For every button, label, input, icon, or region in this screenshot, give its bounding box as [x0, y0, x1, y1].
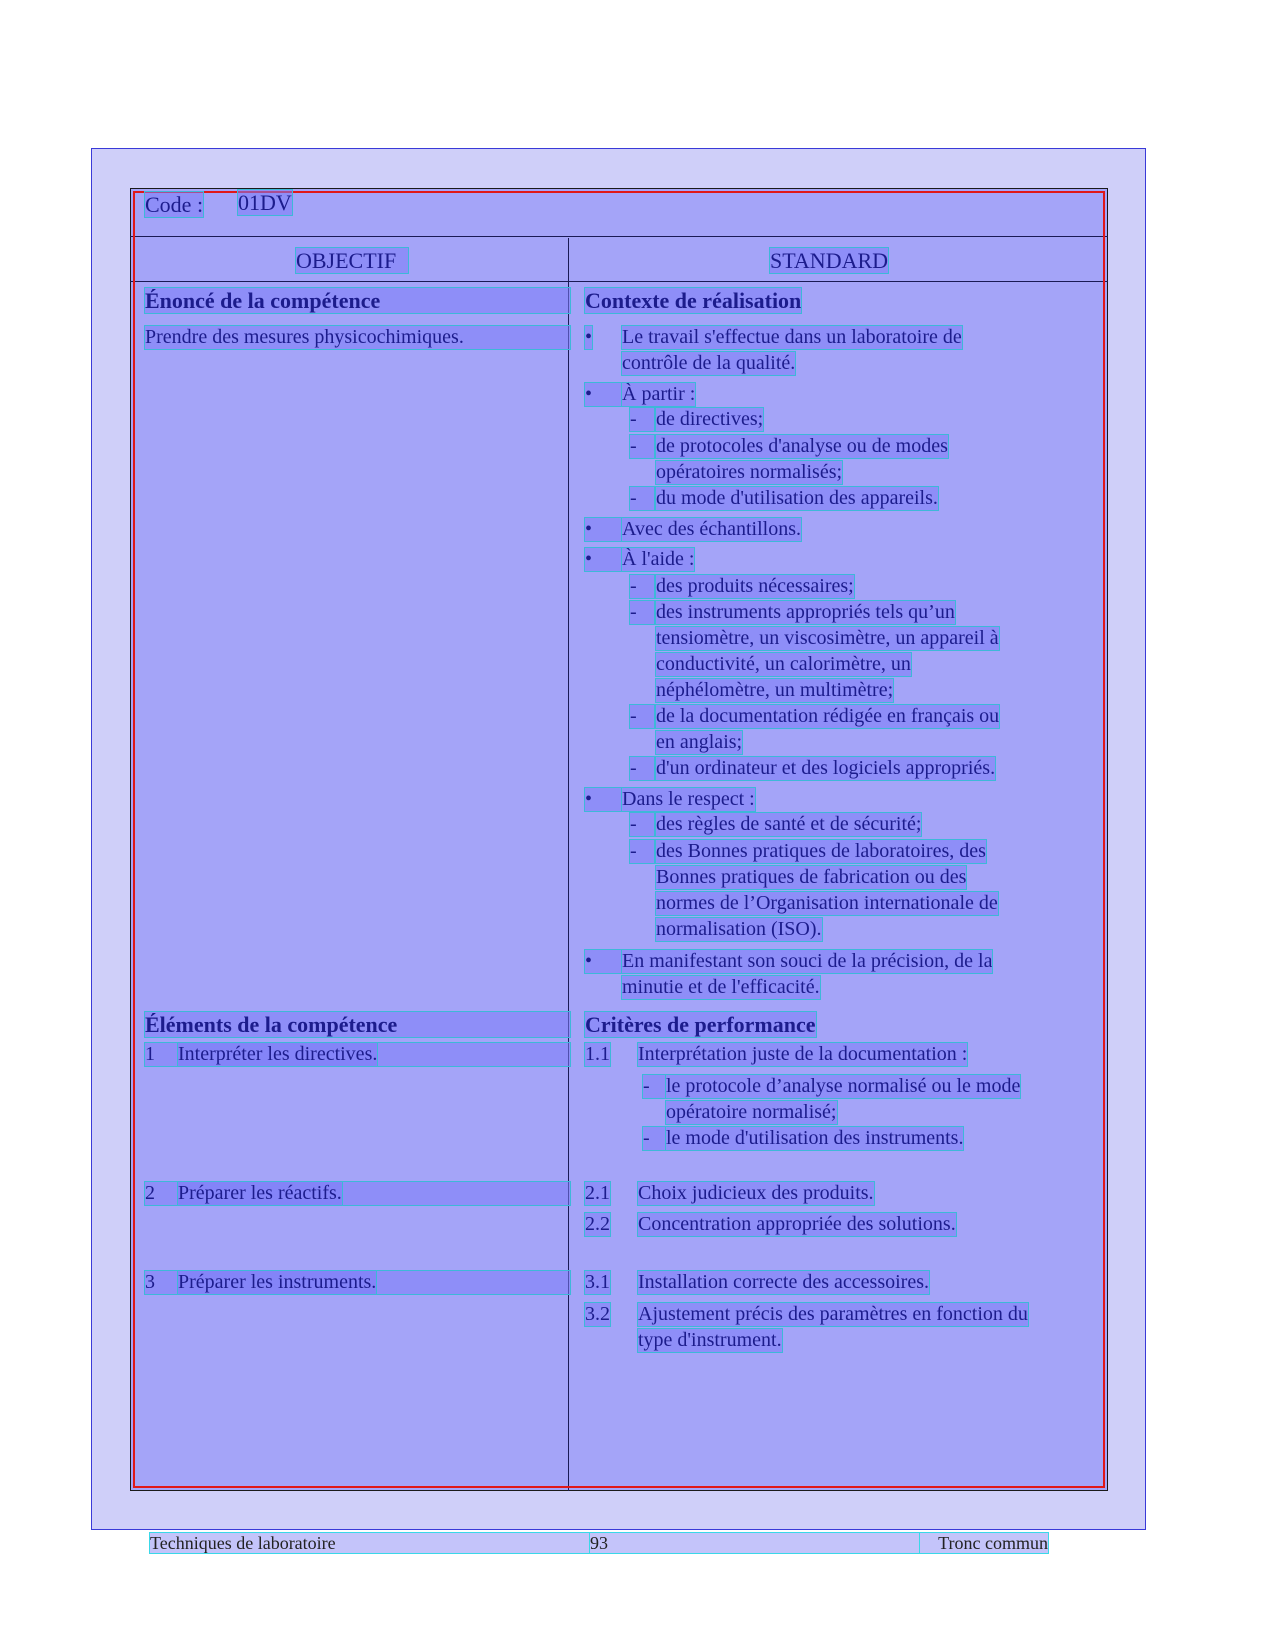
criterion-text: Ajustement précis des paramètres en fonction du: [638, 1303, 1028, 1325]
header-bottom-rule: [130, 281, 1108, 282]
element-text: Préparer les réactifs.: [178, 1182, 342, 1204]
criterion-text: opératoire normalisé;: [666, 1101, 837, 1123]
criterion-text: Interprétation juste de la documentation :: [638, 1043, 968, 1065]
dash-marker: -: [630, 757, 654, 780]
contexte-line: des règles de santé et de sécurité;: [656, 813, 922, 835]
criterion-text: le mode d'utilisation des instruments.: [666, 1127, 964, 1149]
criterion-number: 3.1: [585, 1271, 610, 1293]
footer-left: Techniques de laboratoire: [150, 1533, 590, 1553]
contexte-line: en anglais;: [656, 731, 743, 753]
element-text: Interpréter les directives.: [178, 1043, 378, 1065]
footer-right: Tronc commun: [920, 1533, 1048, 1553]
criterion-number: 2.1: [585, 1182, 610, 1204]
contexte-line: de la documentation rédigée en français ou: [656, 705, 1000, 727]
elements-title: Éléments de la compétence: [145, 1012, 570, 1037]
dash-marker: -: [643, 1127, 665, 1150]
contexte-line: des produits nécessaires;: [656, 575, 854, 597]
contexte-line: de protocoles d'analyse ou de modes: [656, 435, 948, 457]
footer-page-number: 93: [590, 1533, 920, 1553]
dash-marker: -: [643, 1075, 665, 1098]
contexte-line: À partir :: [622, 383, 696, 405]
dash-marker: -: [630, 487, 654, 510]
criterion-number: 2.2: [585, 1213, 610, 1235]
objectif-header: OBJECTIF: [296, 248, 408, 273]
contexte-line: néphélomètre, un multimètre;: [656, 679, 894, 701]
dash-marker: -: [630, 813, 654, 836]
contexte-line: Avec des échantillons.: [622, 518, 802, 540]
contexte-line: opératoires normalisés;: [656, 461, 843, 483]
enonce-title: Énoncé de la compétence: [145, 288, 570, 313]
criterion-text: Installation correcte des accessoires.: [638, 1271, 929, 1293]
contexte-line: minutie et de l'efficacité.: [622, 976, 820, 998]
code-label: Code :: [145, 192, 204, 217]
bullet-marker: •: [585, 518, 621, 541]
enonce-text: Prendre des mesures physicochimiques.: [145, 326, 570, 349]
contexte-line: Dans le respect :: [622, 788, 755, 810]
standard-header: STANDARD: [770, 248, 889, 273]
dash-marker: -: [630, 705, 654, 728]
criterion-text: Concentration appropriée des solutions.: [638, 1213, 956, 1235]
header-top-rule: [130, 236, 1108, 237]
contexte-line: Bonnes pratiques de fabrication ou des: [656, 866, 967, 888]
bullet-marker: •: [585, 950, 621, 973]
bullet-marker: •: [585, 788, 621, 811]
bullet-marker: •: [585, 326, 593, 348]
criterion-number: 1.1: [585, 1043, 610, 1065]
contexte-line: de directives;: [656, 408, 764, 430]
dash-marker: -: [630, 408, 654, 431]
criterion-number: 3.2: [585, 1303, 610, 1325]
code-value: 01DV: [238, 190, 292, 215]
contexte-line: À l'aide :: [622, 548, 695, 570]
contexte-line: contrôle de la qualité.: [622, 352, 796, 374]
contexte-line: En manifestant son souci de la précision, de la: [622, 950, 993, 972]
criterion-text: type d'instrument.: [638, 1329, 782, 1351]
element-number: 3: [145, 1271, 570, 1294]
contexte-line: des instruments appropriés tels qu’un: [656, 601, 955, 623]
criterion-text: le protocole d’analyse normalisé ou le mode: [666, 1075, 1021, 1097]
contexte-line: du mode d'utilisation des appareils.: [656, 487, 938, 509]
element-number: 1: [145, 1043, 570, 1066]
criterion-text: Choix judicieux des produits.: [638, 1182, 874, 1204]
element-text: Préparer les instruments.: [178, 1271, 377, 1293]
bullet-marker: •: [585, 548, 621, 571]
dash-marker: -: [630, 601, 654, 624]
contexte-line: tensiomètre, un viscosimètre, un appareil à: [656, 627, 999, 649]
contexte-line: Le travail s'effectue dans un laboratoire de: [622, 326, 962, 348]
dash-marker: -: [630, 840, 654, 863]
contexte-line: normalisation (ISO).: [656, 918, 822, 940]
element-number: 2: [145, 1182, 570, 1205]
contexte-line: conductivité, un calorimètre, un: [656, 653, 911, 675]
dash-marker: -: [630, 435, 654, 458]
contexte-title: Contexte de réalisation: [585, 288, 802, 313]
bullet-marker: •: [585, 383, 621, 406]
dash-marker: -: [630, 575, 654, 598]
column-divider: [568, 238, 569, 1491]
contexte-line: d'un ordinateur et des logiciels appropriés.: [656, 757, 996, 779]
contexte-line: des Bonnes pratiques de laboratoires, des: [656, 840, 986, 862]
criteres-title: Critères de performance: [585, 1012, 816, 1037]
contexte-line: normes de l’Organisation internationale de: [656, 892, 998, 914]
